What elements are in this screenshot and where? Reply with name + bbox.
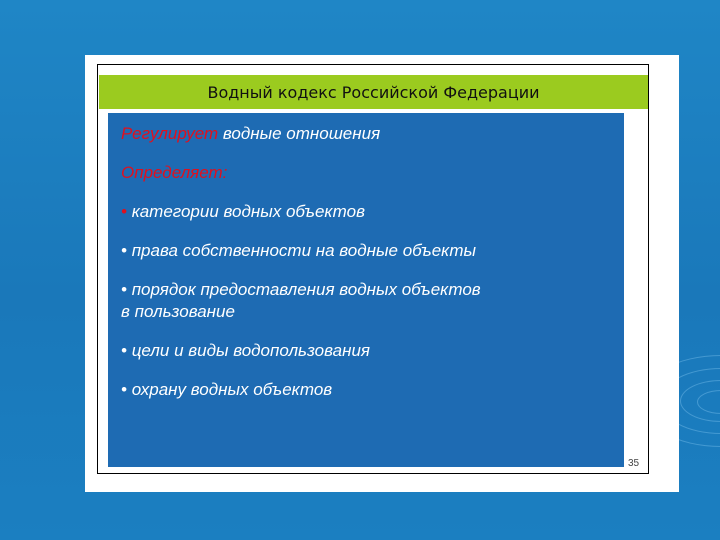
list-item-text: права собственности на водные объекты: [131, 241, 477, 260]
regulates-line: [121, 123, 614, 145]
bullet: •: [121, 280, 127, 299]
list-item: [121, 279, 614, 301]
list-item-text: порядок предоставления водных объектов: [131, 280, 481, 299]
content-box: [108, 113, 624, 467]
list-item: [121, 340, 614, 362]
list-item: [121, 201, 614, 223]
slide-title: Водный кодекс Российской Федерации: [99, 75, 648, 109]
list-item-text: охрану водных объектов: [131, 380, 333, 399]
bullet: •: [121, 341, 127, 360]
list-item: [121, 240, 614, 262]
defines-label: Определяет:: [121, 163, 228, 182]
list-item: [121, 379, 614, 401]
list-item-text: цели и виды водопользования: [131, 341, 370, 360]
list-item-text: категории водных объектов: [131, 202, 365, 221]
bullet: •: [121, 202, 127, 221]
bullet: •: [121, 241, 127, 260]
page-number: 35: [628, 458, 640, 469]
list-item-continuation: в пользование: [121, 302, 235, 321]
bullet: •: [121, 380, 127, 399]
regulates-label: Регулирует: [121, 124, 219, 143]
regulates-text: водные отношения: [218, 124, 381, 143]
